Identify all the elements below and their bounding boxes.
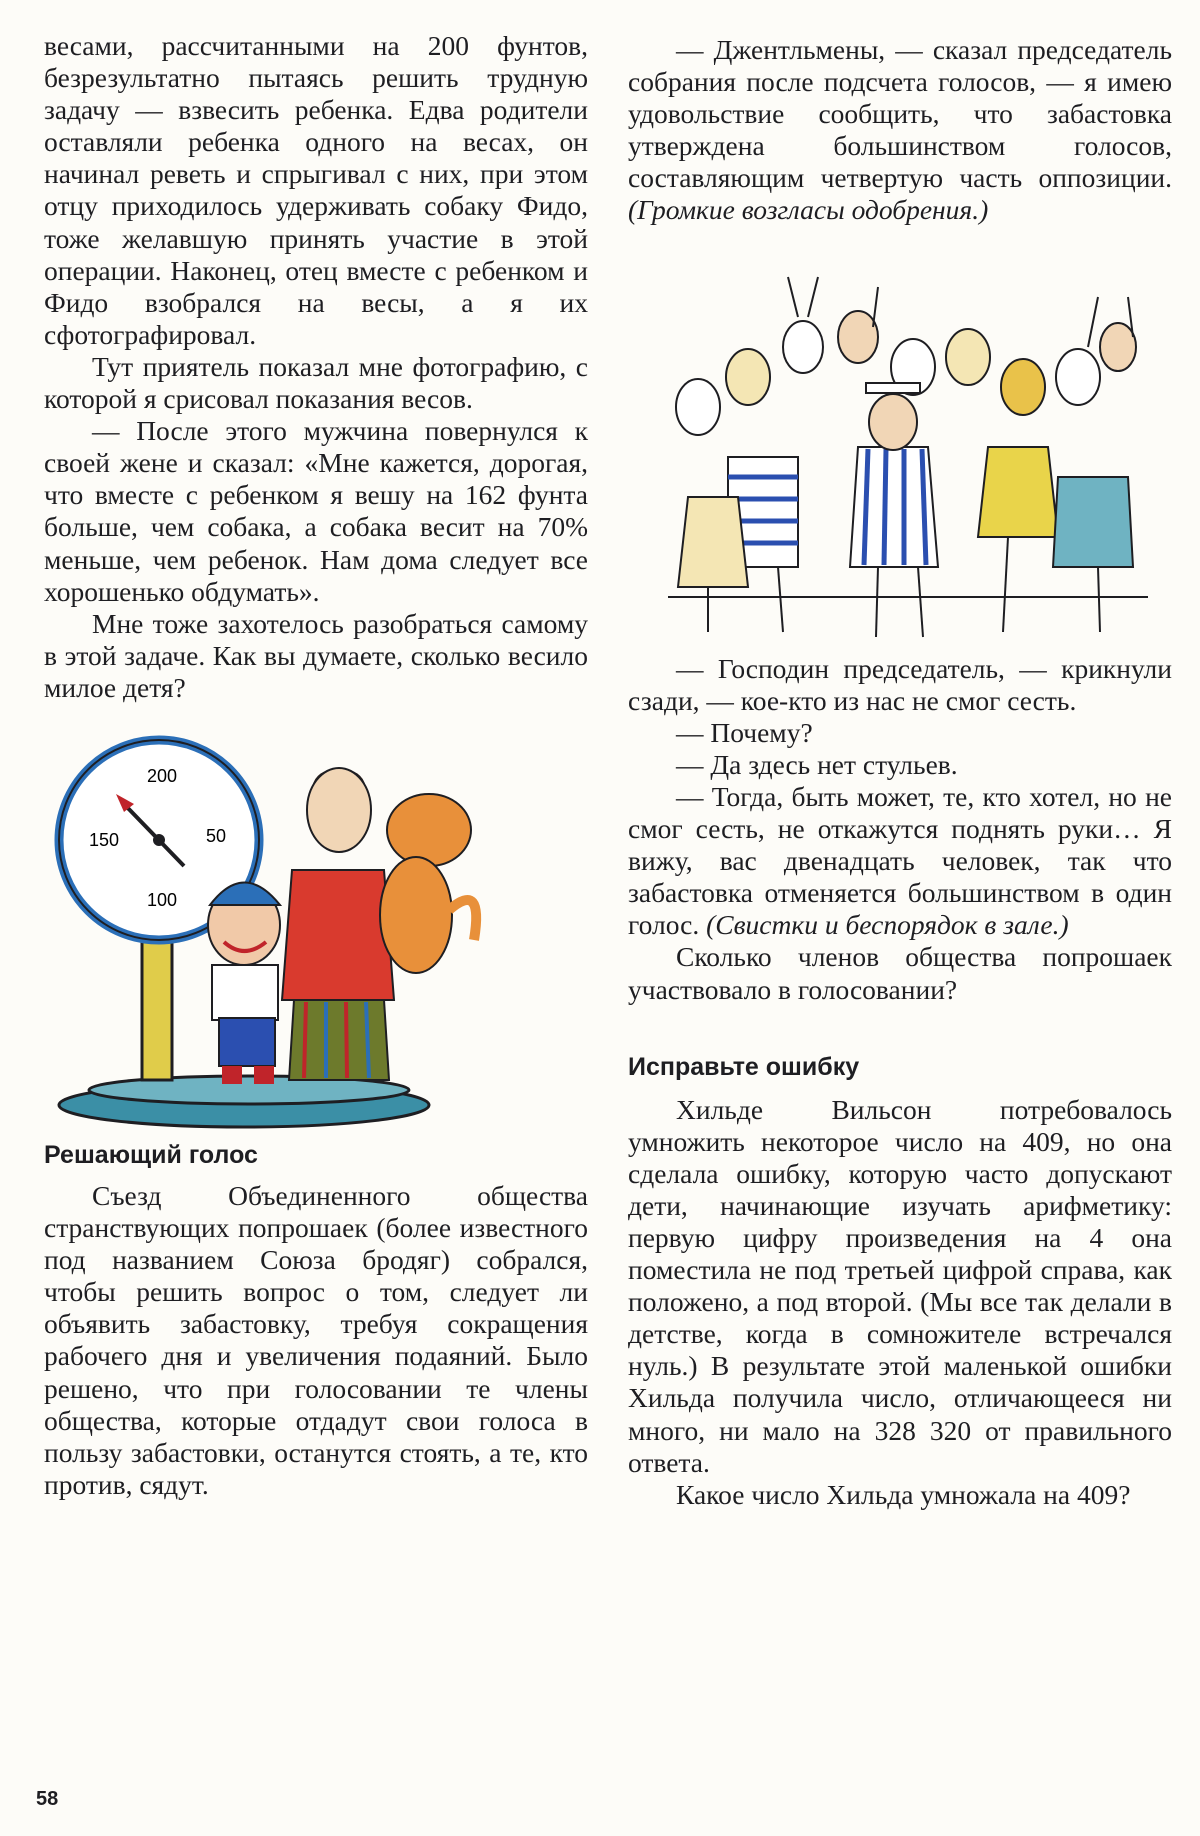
paragraph-question-hilda: Какое число Хильда умножала на 409? (676, 1478, 1131, 1510)
dial-label-100: 100 (146, 889, 178, 910)
paragraph-scale-story: весами, рассчитанными на 200 фунтов, безрезультатно пытаясь решить трудную задачу — взвесить ребенка. Едва родители оставляли ребенка одного на весах, он начинал реветь и спрыгивал с них, при этом отцу приходилось удерживать собаку Фидо, тоже желавшую принять участие в этой операции. Наконец, отец вместе с ребенком и Фидо взобрался на весы, а я их сфотографировал. (44, 30, 588, 350)
paragraph-hilda-wilson: Хильде Вильсон потребовалось умножить некоторое число на 409, но она сделала ошибку, которую часто допускают дети, начинающие изучать арифметику: первую цифру произведения на 4 она поместила не под третьей цифрой справа, как положено, а под второй. (Мы все так делали в детстве, когда в сомножителе встречался нуль.) В результате этой маленькой ошибки Хильда получила число, отличающееся ни много, ни мало на 328 320 от правильного ответа. (628, 1093, 1172, 1478)
dial-label-150: 150 (88, 829, 120, 850)
left-column (44, 30, 588, 1501)
scale-stand (142, 930, 172, 1080)
scale-drawing (44, 710, 588, 1140)
paragraph-photo: Тут приятель показал мне фотографию, с которой я срисовал показания весов. (44, 350, 588, 415)
dog-fido (387, 794, 471, 866)
heading-fix-the-error: Исправьте ошибку (628, 1052, 860, 1081)
paragraph-why: — Почему? (676, 716, 813, 748)
paragraph-beggars-congress: Съезд Объединенного общества странствующих попрошаек (более известного под названием Союза бродяг) собрался, чтобы решить вопрос о том, следует ли объявить забастовку, требуя сокращения рабочего дня и увеличения подаяний. Было решено, что при голосовании те члены общества, которые отдадут свои голоса в пользу забастовки, останутся стоять, а те, кто против, сядут. (44, 1179, 588, 1500)
man-jacket (282, 870, 394, 1000)
paragraph-question-members: Сколько членов общества попрошаек участвовало в голосовании? (628, 941, 1172, 1005)
right-column (628, 34, 1172, 1511)
paragraph-chairman-speech (628, 34, 1172, 227)
heading-deciding-vote: Решающий голос (44, 1140, 258, 1169)
paragraph-husband-quote: — После этого мужчина повернулся к своей жене и сказал: «Мне кажется, дорогая, что вместе с ребенком я вешу на 162 фунта больше, чем собака, а собака весит на 70% меньше, чем ребенок. Нам дома следует все хорошенько обдумать». (44, 415, 588, 607)
dial-label-200: 200 (146, 765, 178, 786)
dial-label-50: 50 (205, 825, 227, 846)
paragraph-raise-hands (628, 781, 1172, 941)
raise-hands-remark: (Свистки и беспорядок в зале.) (706, 909, 1069, 941)
crowd-illustration (628, 237, 1172, 653)
boy-shorts (219, 1018, 275, 1066)
raise-hands-text: — Тогда, быть может, те, кто хотел, но не смог сесть, не откажутся поднять руки… Я вижу, вас двенадцать человек, так что забастовка отменяется большинством в один голос. (628, 780, 1172, 941)
paragraph-question-child-weight: Мне тоже захотелось разобраться самому в этой задаче. Как вы думаете, сколько весило милое детя? (44, 607, 588, 703)
page-number: 58 (36, 1788, 59, 1810)
man-head (307, 768, 371, 852)
boy-shirt (212, 965, 278, 1020)
scale-illustration (44, 710, 588, 1140)
chairman-speech-text: — Джентльмены, — сказал председатель собрания после подсчета голосов, — я имею удовольствие сообщить, что забастовка утверждена большинством голосов, составляющим четвертую часть оппозиции. (628, 34, 1172, 194)
chairman-speech-remark: (Громкие возгласы одобрения.) (628, 194, 989, 226)
paragraph-no-chairs: — Да здесь нет стульев. (676, 748, 958, 780)
paragraph-shout-from-back: — Господин председатель, — крикнули сзади, — кое-кто из нас не смог сесть. (628, 652, 1172, 716)
crowd-drawing (628, 237, 1172, 653)
